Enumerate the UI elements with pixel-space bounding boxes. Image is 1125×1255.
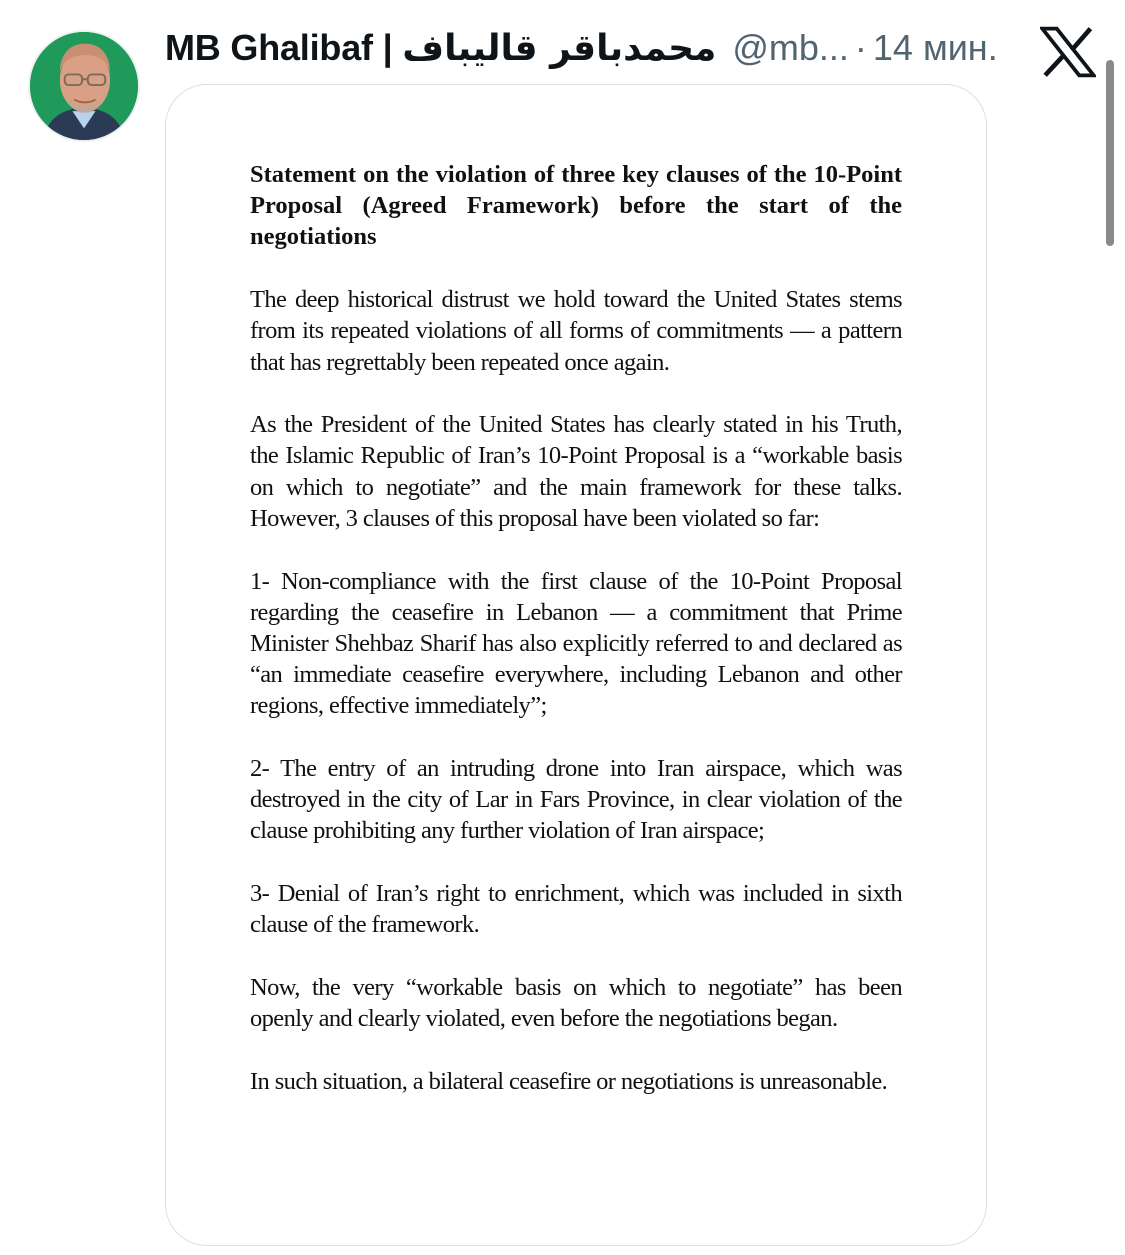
document-title: Statement on the violation of three key clauses of the 10-Point Proposal (Agreed Framework) before the start of the negotiations <box>250 161 902 251</box>
display-name[interactable] <box>165 27 716 69</box>
display-name-persian: محمدباقر قالیباف <box>402 28 717 69</box>
display-name-separator: | <box>372 27 403 68</box>
document-paragraph: Now, the very “workable basis on which to negotiate” has been openly and clearly violated, even before the negotiations began. <box>250 974 902 1033</box>
display-name-latin: MB Ghalibaf <box>165 27 373 68</box>
document-paragraph: As the President of the United States has clearly stated in his Truth, the Islamic Republic of Iran’s 10-Point Proposal is a “workable basis on which to negotiate” and the main framework for these talks. However, 3 clauses of this proposal have been violated so far: <box>250 411 902 532</box>
separator-dot: · <box>854 27 867 68</box>
attached-image-card[interactable] <box>165 84 987 1246</box>
document-clause-2: 2- The entry of an intruding drone into Iran airspace, which was destroyed in the city of Lar in Fars Province, in clear violation of the clause prohibiting any further violation of Iran airspace; <box>250 755 902 845</box>
profile-photo <box>30 32 138 140</box>
avatar[interactable] <box>28 30 140 142</box>
user-handle[interactable]: @mb... <box>732 27 849 68</box>
x-logo-icon[interactable] <box>1040 26 1096 78</box>
document-paragraph: The deep historical distrust we hold toward the United States stems from its repeated violations of all forms of commitments — a pattern that has regrettably been repeated once again. <box>250 286 902 376</box>
scrollbar[interactable] <box>1106 60 1114 246</box>
tweet-header <box>165 20 998 76</box>
document-clause-3: 3- Denial of Iran’s right to enrichment, which was included in sixth clause of the framework. <box>250 880 902 939</box>
statement-document <box>250 159 902 1129</box>
document-clause-1: 1- Non-compliance with the first clause of the 10-Point Proposal regarding the ceasefire in Lebanon — a commitment that Prime Minister Shehbaz Sharif has also explicitly referred to and declared as “an immediate ceasefire everywhere, including Lebanon and other regions, effective immediately”; <box>250 567 902 720</box>
document-conclusion: In such situation, a bilateral ceasefire or negotiations is unreasonable. <box>250 1067 888 1095</box>
timestamp[interactable]: 14 мин. <box>872 27 998 68</box>
